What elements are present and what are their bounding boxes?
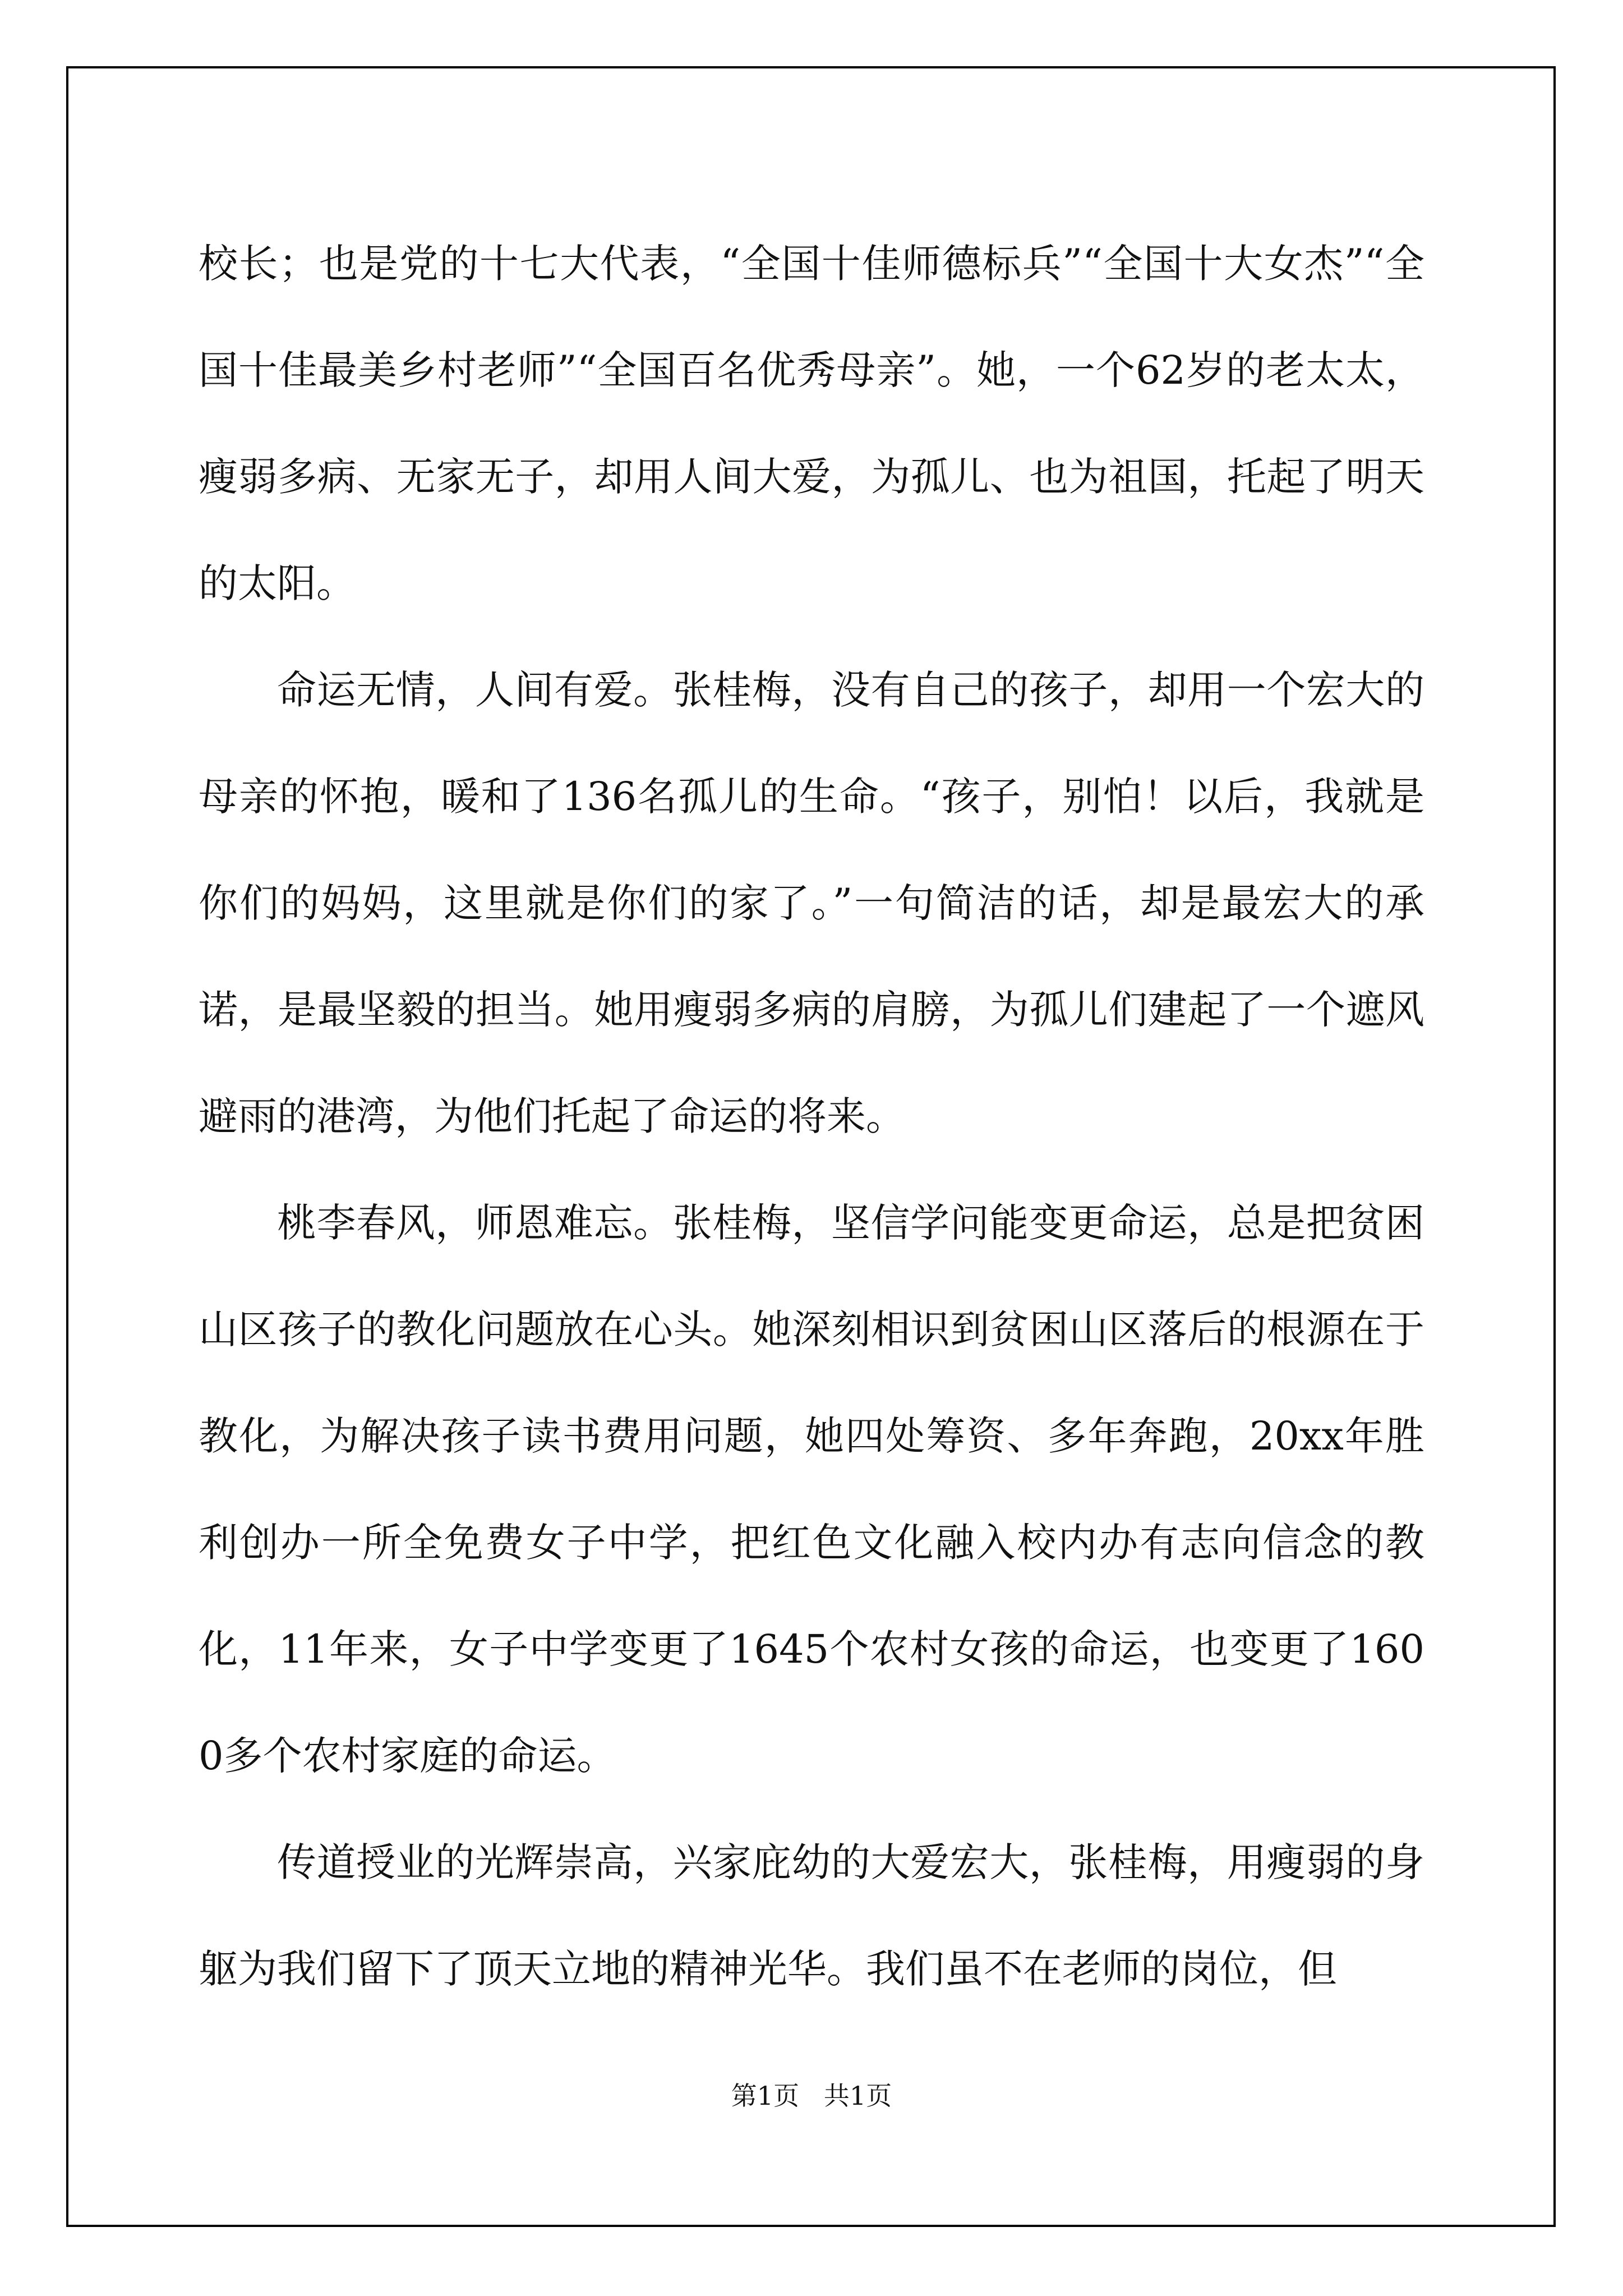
paragraph-4: 传道授业的光辉崇高，兴家庇幼的大爱宏大，张桂梅，用瘦弱的身躯为我们留下了顶天立地的精神光华。我们虽不在老师的岗位，但: [199, 1839, 1424, 1992]
paragraph-2: 命运无情，人间有爱。张桂梅，没有自己的孩子，却用一个宏大的母亲的怀抱，暖和了136名孤儿的生命。“孩子，别怕！以后，我就是你们的妈妈，这里就是你们的家了。”一句简洁的话，却是最宏大的承诺，是最坚毅的担当。她用瘦弱多病的肩膀，为孤儿们建起了一个遮风避雨的港湾，为他们托起了命运的将来。: [199, 667, 1424, 1139]
document-body: [199, 210, 1424, 2022]
page-footer: 第1页 共1页: [731, 2081, 892, 2111]
paragraph-3: 桃李春风，师恩难忘。张桂梅，坚信学问能变更命运，总是把贫困山区孩子的教化问题放在心头。她深刻相识到贫困山区落后的根源在于教化，为解决孩子读书费用问题，她四处筹资、多年奔跑，20xx年胜利创办一所全免费女子中学，把红色文化融入校内办有志向信念的教化，11年来，女子中学变更了1645个农村女孩的命运，也变更了1600多个农村家庭的命运。: [199, 1200, 1424, 1779]
paragraph-1: 校长；也是党的十七大代表，“全国十佳师德标兵”“全国十大女杰”“全国十佳最美乡村老师”“全国百名优秀母亲”。她，一个62岁的老太太，瘦弱多病、无家无子，却用人间大爱，为孤儿、也为祖国，托起了明天的太阳。: [199, 241, 1424, 606]
